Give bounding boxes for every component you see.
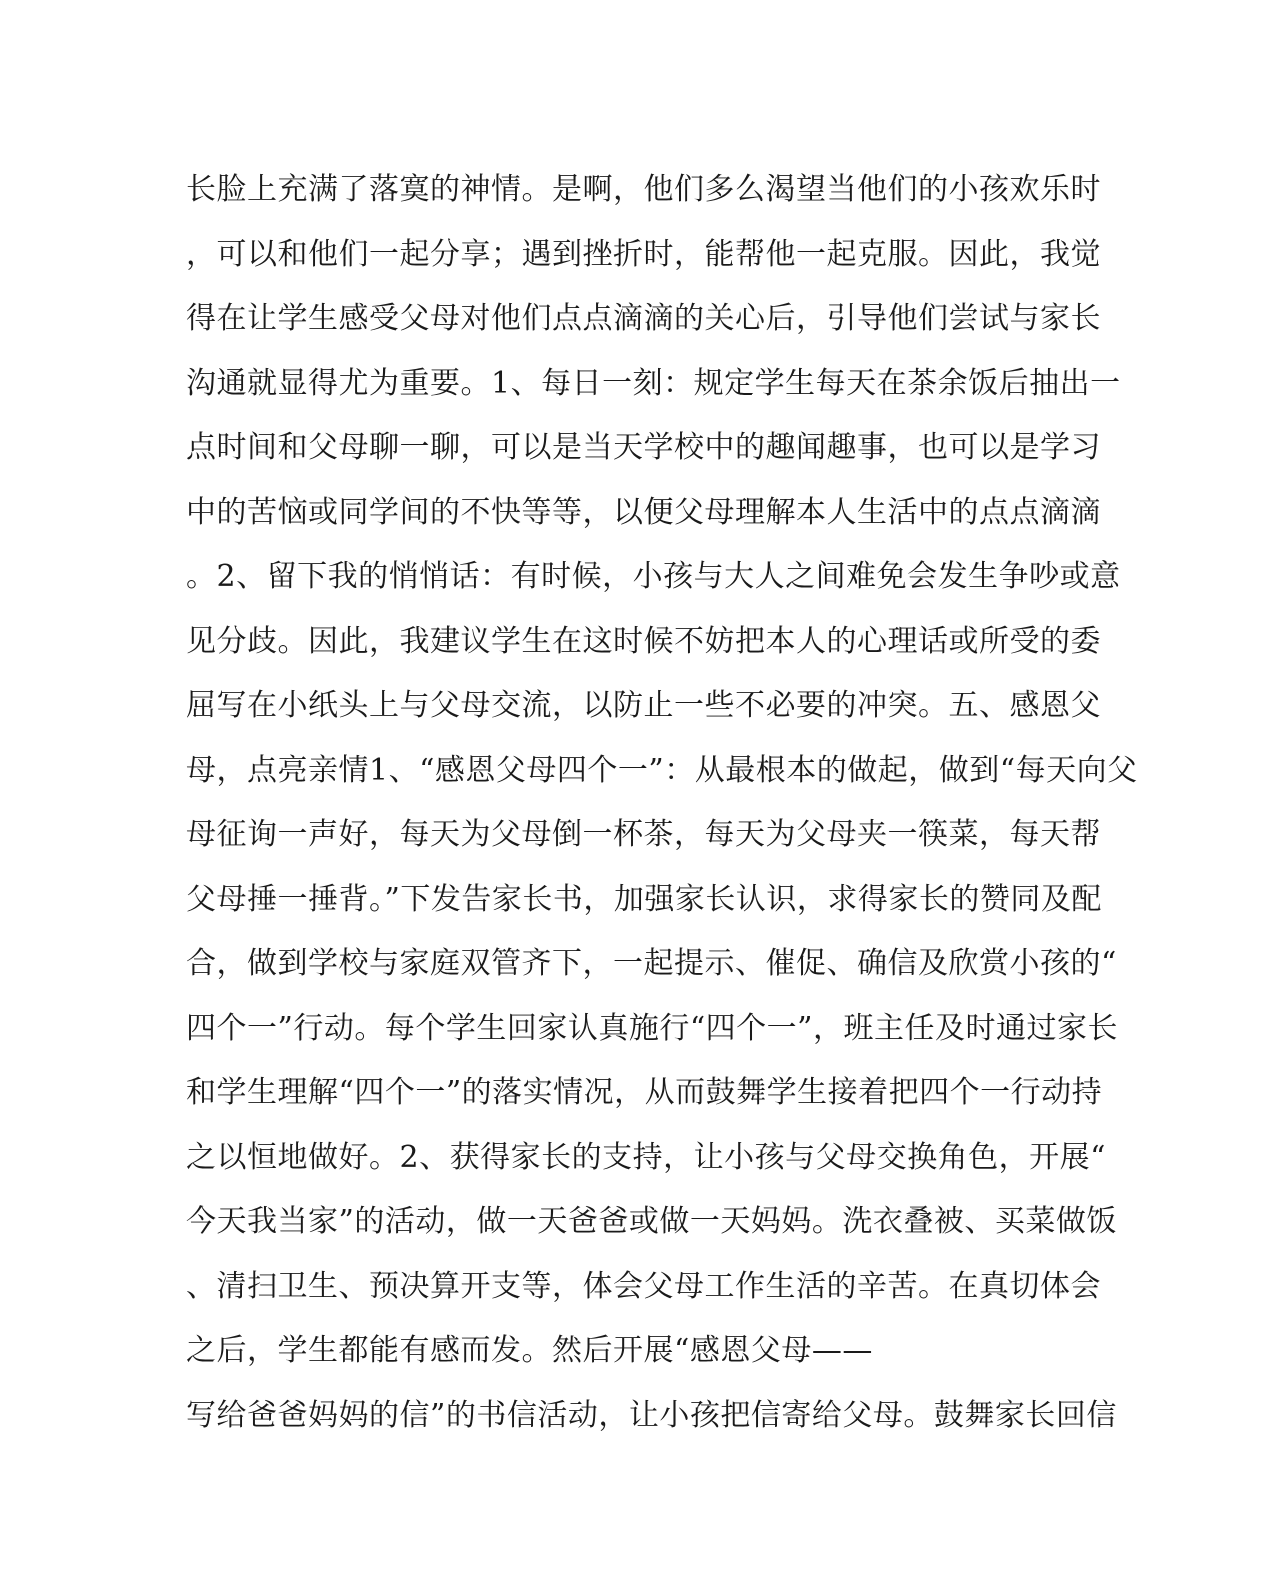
- text-line: ，可以和他们一起分享；遇到挫折时，能帮他一起克服。因此，我觉: [186, 236, 1101, 272]
- text-line: 今天我当家”的活动，做一天爸爸或做一天妈妈。洗衣叠被、买菜做饭: [186, 1204, 1117, 1239]
- text-line: 、清扫卫生、预决算开支等，体会父母工作生活的辛苦。在真切体会: [186, 1268, 1101, 1304]
- text-line: 沟通就显得尤为重要。1、每日一刻：规定学生每天在茶余饭后抽出一: [186, 365, 1121, 401]
- text-line: 四个一”行动。每个学生回家认真施行“四个一”，班主任及时通过家长: [186, 1010, 1119, 1046]
- text-line: 屈写在小纸头上与父母交流，以防止一些不必要的冲突。五、感恩父: [186, 688, 1101, 723]
- text-line: 合，做到学校与家庭双管齐下，一起提示、催促、确信及欣赏小孩的“: [186, 946, 1117, 981]
- text-line: 之后，学生都能有感而发。然后开展“感恩父母——: [186, 1333, 873, 1368]
- text-line: 中的苦恼或同学间的不快等等，以便父母理解本人生活中的点点滴滴: [186, 494, 1101, 530]
- text-line: 父母捶一捶背。”下发告家长书，加强家长认识，求得家长的赞同及配: [186, 881, 1102, 917]
- text-line: 写给爸爸妈妈的信”的书信活动，让小孩把信寄给父母。鼓舞家长回信: [186, 1397, 1117, 1433]
- text-line: 和学生理解“四个一”的落实情况，从而鼓舞学生接着把四个一行动持: [186, 1075, 1103, 1110]
- text-line: 见分歧。因此，我建议学生在这时候不妨把本人的心理话或所受的委: [186, 623, 1101, 659]
- text-line: 母征询一声好，每天为父母倒一杯茶，每天为父母夹一筷菜，每天帮: [186, 817, 1101, 852]
- body-text: [186, 158, 1138, 1448]
- text-line: 之以恒地做好。2、获得家长的支持，让小孩与父母交换角色，开展“: [186, 1139, 1106, 1175]
- text-line: 点时间和父母聊一聊，可以是当天学校中的趣闻趣事，也可以是学习: [186, 430, 1101, 465]
- text-line: 。2、留下我的悄悄话：有时候，小孩与大人之间难免会发生争吵或意: [186, 559, 1121, 594]
- text-line: 母，点亮亲情1、“感恩父母四个一”：从最根本的做起，做到“每天向父: [186, 752, 1138, 788]
- text-line: 长脸上充满了落寞的神情。是啊，他们多么渴望当他们的小孩欢乐时: [186, 172, 1101, 207]
- text-line: 得在让学生感受父母对他们点点滴滴的关心后，引导他们尝试与家长: [186, 301, 1101, 336]
